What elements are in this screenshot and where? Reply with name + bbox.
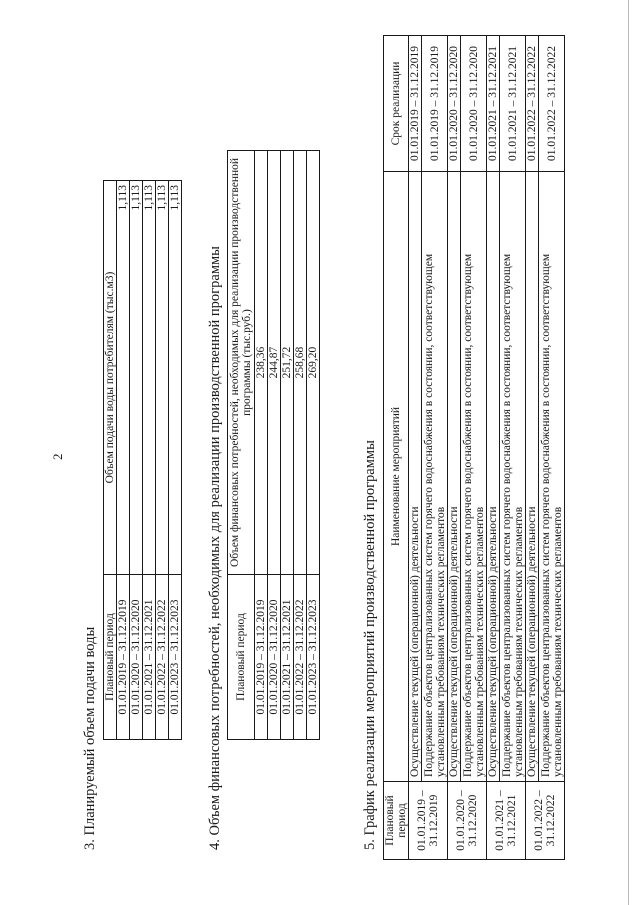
- table-row: [526, 36, 539, 860]
- page-number: 2: [50, 453, 65, 460]
- activity-cell: Поддержание объектов централизованных систем горячего водоснабжения в состоянии, соответствующем установленным требованиям технических регламентов: [539, 172, 565, 782]
- activity-cell: Осуществление текущей (операционной) деятельности: [448, 172, 461, 782]
- table-row: [255, 151, 268, 740]
- term-cell: 01.01.2022 – 31.12.2022: [526, 36, 539, 172]
- period-cell: 01.01.2023 – 31.12.2023: [307, 575, 320, 740]
- schedule-table: [383, 35, 565, 860]
- period-cell: 01.01.2023 – 31.12.2023: [169, 575, 182, 740]
- value-cell: 269,20: [307, 151, 320, 575]
- value-cell: 1,113: [117, 181, 130, 575]
- section-5-title: 5. График реализации мероприятий производственной программы: [362, 440, 378, 850]
- value-cell: 1,113: [169, 181, 182, 575]
- period-cell: 01.01.2019 – 31.12.2019: [409, 782, 448, 860]
- period-cell: 01.01.2021 – 31.12.2021: [487, 782, 526, 860]
- term-cell: 01.01.2019 – 31.12.2019: [409, 36, 422, 172]
- value-cell: 258,68: [294, 151, 307, 575]
- table-header-cell: Срок реализации: [384, 36, 409, 172]
- value-cell: 244,87: [268, 151, 281, 575]
- table-row: [294, 151, 307, 740]
- table-header-cell: Объем подачи воды потребителям (тыс.м3): [104, 181, 117, 575]
- table-row: [156, 181, 169, 740]
- table-row: [409, 36, 422, 860]
- period-cell: 01.01.2020 – 31.12.2020: [268, 575, 281, 740]
- period-cell: 01.01.2022 – 31.12.2022: [294, 575, 307, 740]
- table-row: [539, 36, 565, 860]
- table-row: [169, 181, 182, 740]
- period-cell: 01.01.2019 – 31.12.2019: [255, 575, 268, 740]
- table-row: [117, 181, 130, 740]
- period-cell: 01.01.2021 – 31.12.2021: [281, 575, 294, 740]
- table-row: [448, 36, 461, 860]
- table-row: [422, 36, 448, 860]
- value-cell: 1,113: [143, 181, 156, 575]
- activity-cell: Осуществление текущей (операционной) деятельности: [526, 172, 539, 782]
- table-row: [500, 36, 526, 860]
- period-cell: 01.01.2020 – 31.12.2020: [448, 782, 487, 860]
- value-cell: 1,113: [156, 181, 169, 575]
- table-row: [143, 181, 156, 740]
- table-header-row: [384, 36, 409, 860]
- period-cell: 01.01.2020 – 31.12.2020: [130, 575, 143, 740]
- table-header-cell: Плановый период: [228, 575, 255, 740]
- activity-cell: Поддержание объектов централизованных систем горячего водоснабжения в состоянии, соответствующем установленным требованиям технических регламентов: [500, 172, 526, 782]
- scan-edge-line: [628, 0, 629, 905]
- table-row: [268, 151, 281, 740]
- table-header-cell: Плановый период: [384, 782, 409, 860]
- section-3-title: 3. Планируемый объем подачи воды: [82, 626, 98, 850]
- table-header-cell: Наименование мероприятий: [384, 172, 409, 782]
- table-header-cell: Плановый период: [104, 575, 117, 740]
- table-row: [461, 36, 487, 860]
- period-cell: 01.01.2019 – 31.12.2019: [117, 575, 130, 740]
- term-cell: 01.01.2022 – 31.12.2022: [539, 36, 565, 172]
- period-cell: 01.01.2022 – 31.12.2022: [526, 782, 565, 860]
- financial-needs-table: [227, 150, 320, 740]
- activity-cell: Поддержание объектов централизованных систем горячего водоснабжения в состоянии, соответствующем установленным требованиям технических регламентов: [461, 172, 487, 782]
- value-cell: 1,113: [130, 181, 143, 575]
- activity-cell: Поддержание объектов централизованных систем горячего водоснабжения в состоянии, соответствующем установленным требованиям технических регламентов: [422, 172, 448, 782]
- term-cell: 01.01.2019 – 31.12.2019: [422, 36, 448, 172]
- table-header-row: [104, 181, 117, 740]
- activity-cell: Осуществление текущей (операционной) деятельности: [487, 172, 500, 782]
- table-row: [130, 181, 143, 740]
- table-row: [307, 151, 320, 740]
- term-cell: 01.01.2021 – 31.12.2021: [500, 36, 526, 172]
- activity-cell: Осуществление текущей (операционной) деятельности: [409, 172, 422, 782]
- period-cell: 01.01.2021 – 31.12.2021: [143, 575, 156, 740]
- water-volume-table: [103, 180, 182, 740]
- table-header-row: [228, 151, 255, 740]
- table-header-cell: Объем финансовых потребностей, необходимых для реализации производственной программы (тыс.руб.): [228, 151, 255, 575]
- value-cell: 251,72: [281, 151, 294, 575]
- period-cell: 01.01.2022 – 31.12.2022: [156, 575, 169, 740]
- term-cell: 01.01.2021 – 31.12.2021: [487, 36, 500, 172]
- term-cell: 01.01.2020 – 31.12.2020: [461, 36, 487, 172]
- term-cell: 01.01.2020 – 31.12.2020: [448, 36, 461, 172]
- section-4-title: 4. Объем финансовых потребностей, необходимых для реализации производственной программы: [207, 246, 223, 850]
- value-cell: 238,36: [255, 151, 268, 575]
- table-row: [487, 36, 500, 860]
- table-row: [281, 151, 294, 740]
